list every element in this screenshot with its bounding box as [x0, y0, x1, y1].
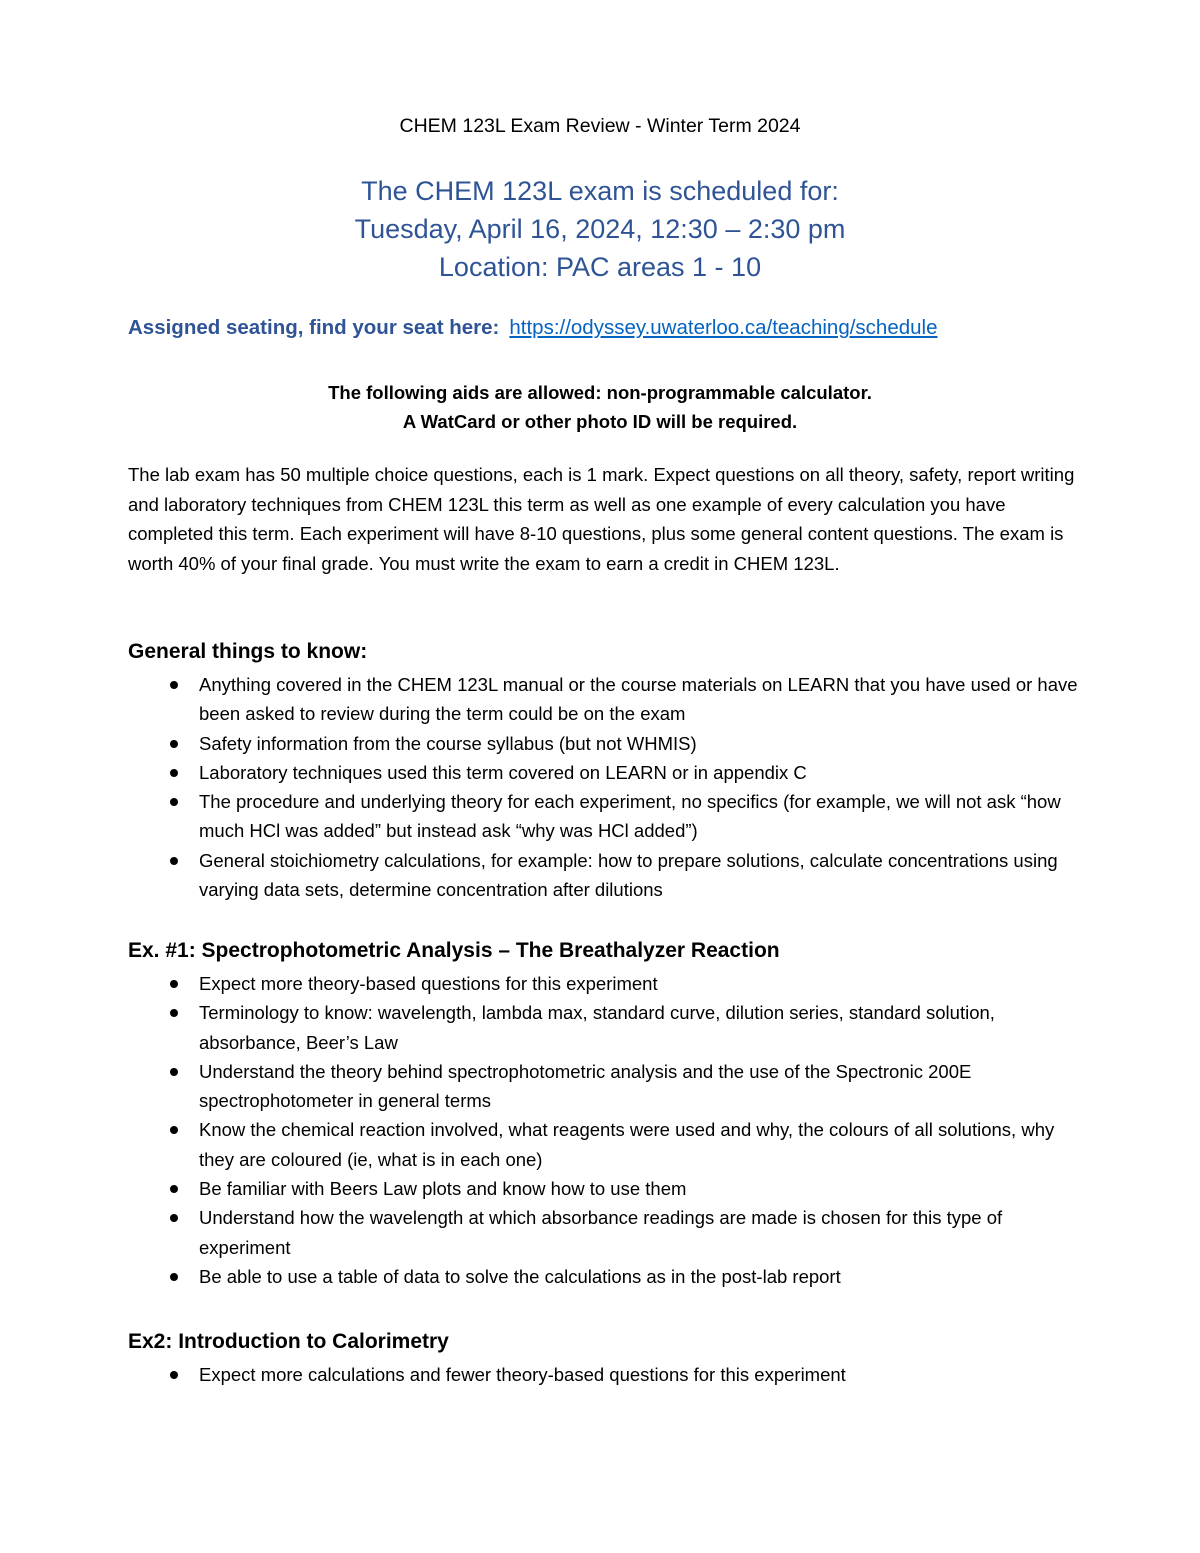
exam-schedule [0, 172, 1200, 286]
bullet-list [128, 1360, 1088, 1389]
bullet-icon [170, 681, 178, 689]
list-item-text: Be able to use a table of data to solve the calculations as in the post-lab report [199, 1265, 841, 1287]
aids-line-2: A WatCard or other photo ID will be required. [402, 411, 798, 432]
bullet-icon [170, 980, 178, 988]
bullet-icon [170, 798, 178, 806]
list-item [128, 729, 1088, 758]
list-item-text: General stoichiometry calculations, for example: how to prepare solutions, calculate concentrations using varying data sets, determine concentration after dilutions [199, 849, 1058, 901]
list-item [128, 787, 1088, 846]
bullet-icon [170, 740, 178, 748]
bullet-icon [170, 1068, 178, 1076]
bullet-icon [170, 1126, 178, 1134]
list-item-text: Anything covered in the CHEM 123L manual or the course materials on LEARN that you have used or have been asked to review during the term could be on the exam [199, 674, 1078, 725]
section-experiment-2 [128, 1327, 1088, 1389]
section-experiment-1 [128, 936, 1088, 1291]
bullet-icon [170, 1214, 178, 1222]
list-item-text: Terminology to know: wavelength, lambda max, standard curve, dilution series, standard solution, absorbance, Beer’s Law [199, 1002, 995, 1053]
section-heading: Ex2: Introduction to Calorimetry [128, 1330, 449, 1353]
document-title: CHEM 123L Exam Review - Winter Term 2024 [399, 115, 801, 137]
allowed-aids [0, 378, 1200, 436]
schedule-heading: The CHEM 123L exam is scheduled for: [361, 176, 839, 206]
list-item [128, 1203, 1088, 1262]
list-item-text: Laboratory techniques used this term covered on LEARN or in appendix C [199, 761, 807, 783]
list-item-text: Expect more theory-based questions for this experiment [199, 973, 658, 994]
list-item [128, 969, 1088, 998]
seating-label: Assigned seating, find your seat here: [128, 316, 500, 339]
seating-line [128, 316, 1128, 340]
list-item-text: Understand the theory behind spectrophotometric analysis and the use of the Spectronic 200E spectrophotometer in general terms [199, 1060, 972, 1112]
section-heading: Ex. #1: Spectrophotometric Analysis – The Breathalyzer Reaction [128, 939, 780, 962]
section-general [128, 637, 1088, 904]
list-item-text: The procedure and underlying theory for each experiment, no specifics (for example, we will not ask “how much HCl was added” but instead ask “why was HCl added”) [199, 791, 1061, 842]
bullet-icon [170, 857, 178, 865]
list-item [128, 1057, 1088, 1116]
list-item-text: Understand how the wavelength at which absorbance readings are made is chosen for this type of experiment [199, 1207, 1003, 1258]
bullet-list [128, 969, 1088, 1291]
list-item-text: Know the chemical reaction involved, what reagents were used and why, the colours of all solutions, why they are coloured (ie, what is in each one) [199, 1119, 1055, 1170]
bullet-list [128, 670, 1088, 904]
list-item [128, 1174, 1088, 1203]
list-item [128, 670, 1088, 729]
list-item [128, 998, 1088, 1057]
list-item-text: Safety information from the course syllabus (but not WHMIS) [199, 732, 697, 754]
list-item [128, 758, 1088, 787]
list-item [128, 846, 1088, 905]
list-item [128, 1115, 1088, 1174]
seating-link[interactable]: https://odyssey.uwaterloo.ca/teaching/schedule [509, 316, 938, 339]
list-item-text: Be familiar with Beers Law plots and know how to use them [199, 1178, 687, 1200]
list-item-text: Expect more calculations and fewer theory-based questions for this experiment [199, 1364, 846, 1385]
bullet-icon [170, 1371, 178, 1379]
schedule-datetime: Tuesday, April 16, 2024, 12:30 – 2:30 pm [354, 214, 846, 244]
schedule-location: Location: PAC areas 1 - 10 [438, 252, 762, 282]
intro-paragraph: The lab exam has 50 multiple choice questions, each is 1 mark. Expect questions on all theory, safety, report writing and laboratory techniques from CHEM 123L this term as well as one example of every calculation you have completed this term. Each experiment will have 8-10 questions, plus some general content questions. The exam is worth 40% of your final grade. You must write the exam to earn a credit in CHEM 123L. [128, 464, 1075, 574]
bullet-icon [170, 1273, 178, 1281]
bullet-icon [170, 1009, 178, 1017]
aids-line-1: The following aids are allowed: non-programmable calculator. [328, 382, 872, 403]
bullet-icon [170, 769, 178, 777]
section-heading: General things to know: [128, 640, 368, 663]
bullet-icon [170, 1185, 178, 1193]
list-item [128, 1262, 1088, 1291]
list-item [128, 1360, 1088, 1389]
